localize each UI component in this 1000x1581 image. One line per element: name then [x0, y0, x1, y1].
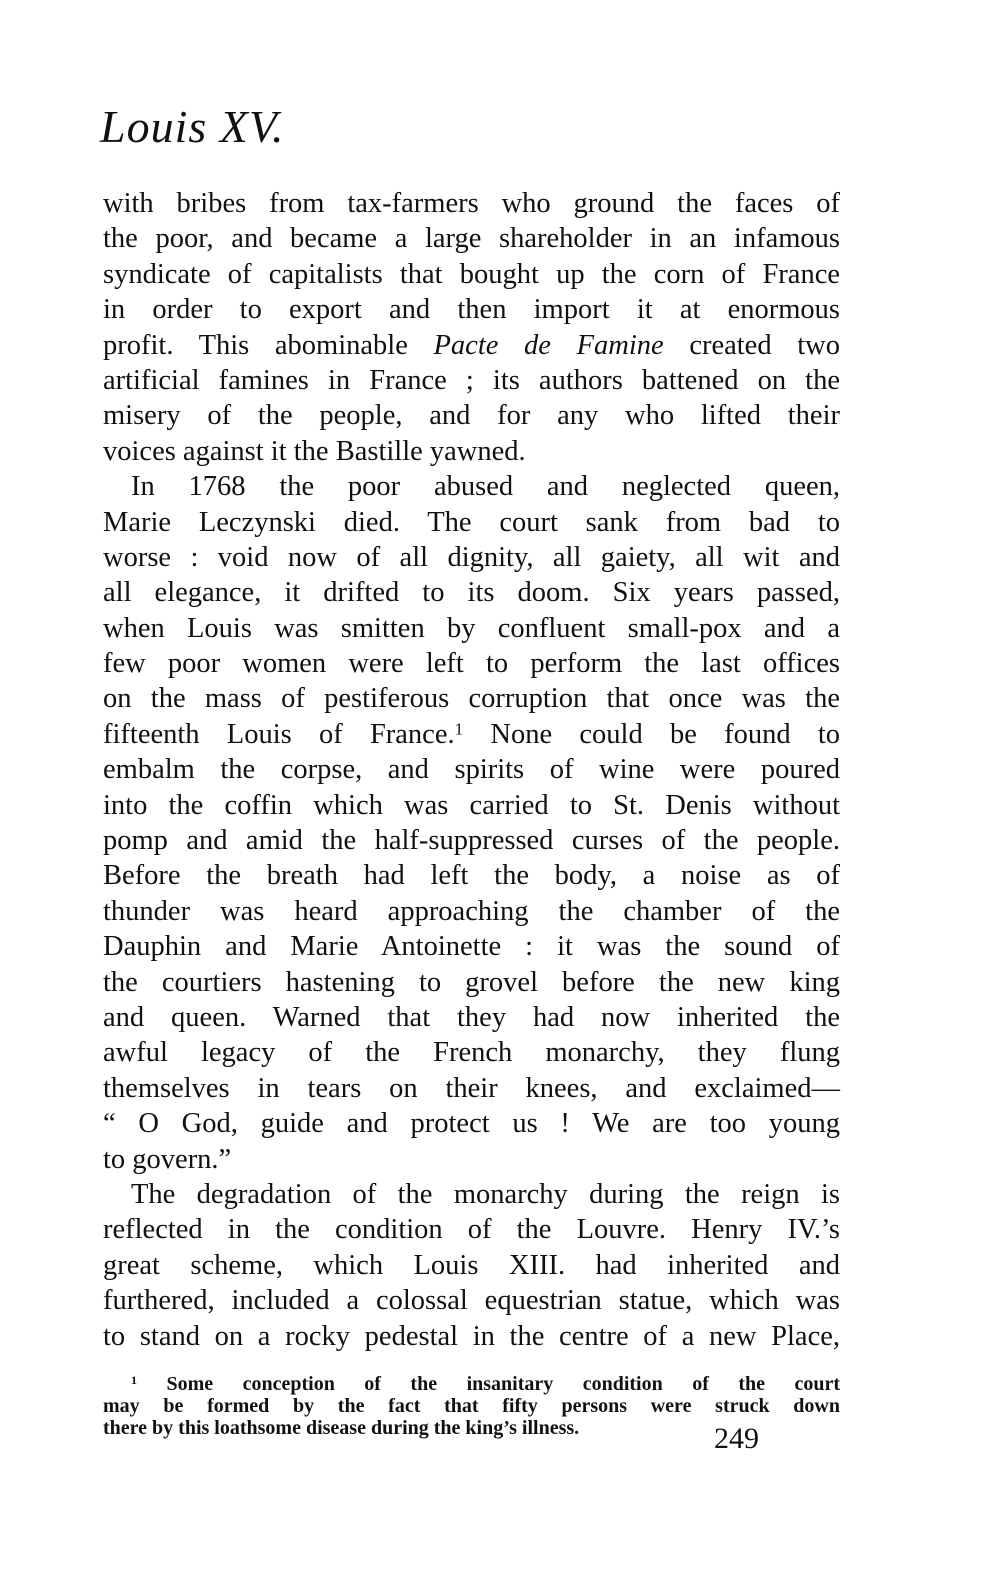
line-text: worse : void now of all dignity, all gaiety, all wit and: [103, 541, 840, 573]
line-text: the courtiers hastening to grovel before the new king: [103, 966, 840, 998]
text-line: [103, 221, 840, 256]
text-line: [103, 611, 840, 646]
text-line: [103, 1283, 840, 1318]
text-line: [103, 1106, 840, 1141]
text-line: [103, 1177, 840, 1212]
text-line: [103, 1035, 840, 1070]
line-text: few poor women were left to perform the last offices: [103, 648, 840, 680]
text-line: [103, 328, 840, 363]
text-line: [103, 1142, 840, 1177]
text-line: [103, 929, 840, 964]
text-line: [103, 646, 840, 681]
line-text: reflected in the condition of the Louvre. Henry IV.’s: [103, 1214, 840, 1246]
line-text: The degradation of the monarchy during the reign is: [131, 1178, 840, 1210]
text-line: [103, 752, 840, 787]
text-line: [103, 505, 840, 540]
line-text: on the mass of pestiferous corruption that once was the: [103, 683, 840, 715]
text-line: [103, 398, 840, 433]
line-text: furthered, included a colossal equestrian statue, which was: [103, 1285, 840, 1317]
line-text: artificial famines in France ; its authors battened on the: [103, 364, 840, 396]
text-line: [103, 575, 840, 610]
line-text: all elegance, it drifted to its doom. Six years passed,: [103, 577, 840, 609]
text-line: [103, 1000, 840, 1035]
text-line: [103, 858, 840, 893]
line-text: Marie Leczynski died. The court sank from bad to: [103, 506, 840, 538]
footnote-line: may be formed by the fact that fifty persons were struck down: [103, 1395, 840, 1417]
line-text: Dauphin and Marie Antoinette : it was the sound of: [103, 931, 840, 963]
text-line: [103, 434, 840, 469]
line-text: embalm the corpse, and spirits of wine were poured: [103, 754, 840, 786]
line-text: syndicate of capitalists that bought up the corn of France: [103, 258, 840, 290]
line-text: to stand on a rocky pedestal in the centre of a new Place,: [103, 1320, 840, 1352]
text-line: [103, 823, 840, 858]
line-text: and queen. Warned that they had now inherited the: [103, 1001, 840, 1033]
line-text: None could be found to: [463, 718, 841, 750]
page-number: 249: [714, 1422, 759, 1455]
line-text: In 1768 the poor abused and neglected queen,: [131, 471, 840, 503]
line-text: voices against it the Bastille yawned.: [103, 435, 526, 467]
line-text: with bribes from tax-farmers who ground the faces of: [103, 188, 840, 219]
text-line: [103, 540, 840, 575]
text-line: [103, 257, 840, 292]
text-line: [103, 186, 840, 221]
text-line: [103, 788, 840, 823]
line-text: themselves in tears on their knees, and exclaimed—: [103, 1072, 840, 1104]
text-line: [103, 965, 840, 1000]
text-line: [103, 469, 840, 504]
line-text: awful legacy of the French monarchy, they flung: [103, 1037, 840, 1069]
line-text: “ O God, guide and protect us ! We are too young: [103, 1108, 840, 1140]
italic-phrase: Pacte de Famine: [433, 329, 664, 361]
footnote-line: there by this loathsome disease during the king’s illness.: [103, 1417, 580, 1439]
line-text: in order to export and then import it at enormous: [103, 294, 840, 326]
text-line: [103, 681, 840, 716]
line-text: the poor, and became a large shareholder in an infamous: [103, 223, 840, 255]
line-text: Before the breath had left the body, a noise as of: [103, 860, 840, 892]
body-text: [103, 186, 840, 1354]
running-title: Louis XV.: [100, 101, 285, 152]
line-text: great scheme, which Louis XIII. had inherited and: [103, 1249, 840, 1281]
text-line: [103, 717, 840, 752]
footnote-reference: 1: [454, 719, 464, 739]
footnote-line: [103, 1373, 840, 1395]
text-line: [103, 1071, 840, 1106]
line-text: into the coffin which was carried to St. Denis without: [103, 789, 840, 821]
footnote-text: Some conception of the insanitary condition of the court: [166, 1373, 841, 1395]
text-line: [103, 363, 840, 398]
line-text: fifteenth Louis of France.: [103, 718, 455, 750]
line-text: pomp and amid the half-suppressed curses of the people.: [103, 825, 840, 857]
line-text: to govern.”: [103, 1143, 232, 1175]
line-text: when Louis was smitten by confluent small-pox and a: [103, 612, 840, 644]
line-text: misery of the people, and for any who lifted their: [103, 400, 840, 432]
line-text: profit. This abominable: [103, 329, 434, 361]
text-line: [103, 292, 840, 327]
text-line: [103, 894, 840, 929]
text-line: [103, 1212, 840, 1247]
text-line: [103, 1248, 840, 1283]
line-text: thunder was heard approaching the chamber of the: [103, 895, 840, 927]
text-line: [103, 1319, 840, 1354]
footnote-marker: 1: [131, 1373, 137, 1387]
line-text: created two: [663, 329, 840, 361]
